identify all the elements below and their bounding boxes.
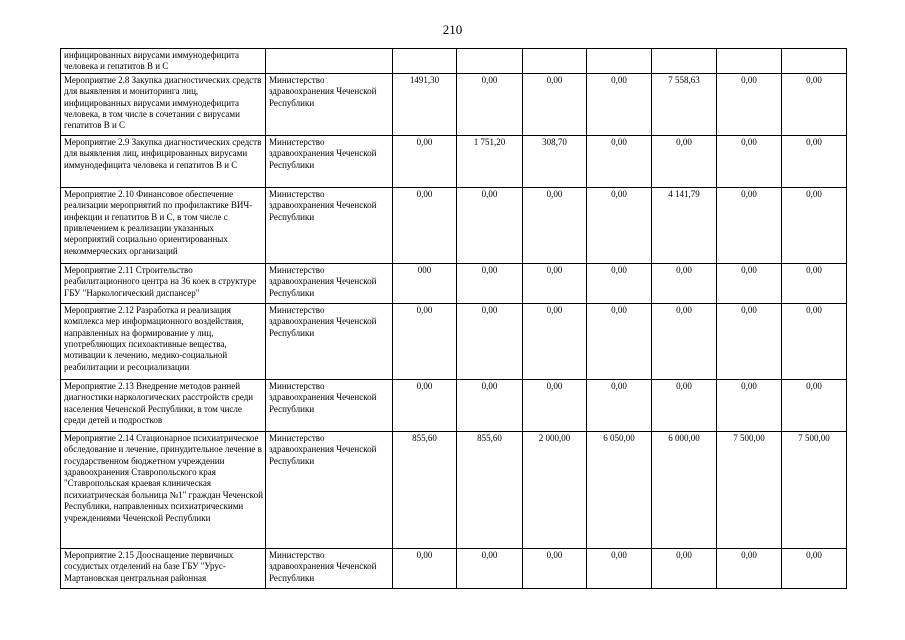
amount-cell: 0,00 [587,303,652,379]
amount-cell: 0,00 [587,548,652,588]
amount-cell: 855,60 [457,431,523,548]
executor-cell: Министерство здравоохранения Чеченской Республики [266,379,393,431]
amount-cell: 0,00 [717,73,782,135]
measure-name-cell: Мероприятие 2.8 Закупка диагностических средств для выявления и мониторинга лиц, инфицированных вирусами иммунодефицита человека, в том числе в сочетании с вирусами гепатитов В и С [61,73,266,135]
measure-name-cell: Мероприятие 2.9 Закупка диагностических средств для выявления лиц, инфицированных вирусами иммунодефицита человека и гепатитов В и С [61,135,266,187]
table-row [61,379,847,431]
executor-cell: Министерство здравоохранения Чеченской Республики [266,303,393,379]
amount-cell: 1491,30 [393,73,457,135]
amount-cell: 0,00 [523,548,587,588]
amount-cell [393,49,457,74]
measure-name-cell: Мероприятие 2.13 Внедрение методов ранней диагностики наркологических расстройств среди населения Чеченской Республики, в том числе среди детей и подростков [61,379,266,431]
amount-cell [717,49,782,74]
table-row [61,187,847,263]
page-number: 210 [442,22,463,37]
amount-cell: 0,00 [782,73,847,135]
table-row [61,303,847,379]
amount-cell: 0,00 [457,187,523,263]
executor-cell: Министерство здравоохранения Чеченской Республики [266,73,393,135]
amount-cell: 0,00 [457,303,523,379]
amount-cell: 0,00 [717,135,782,187]
amount-cell: 1 751,20 [457,135,523,187]
amount-cell [782,49,847,74]
amount-cell: 0,00 [587,379,652,431]
table-row [61,548,847,588]
amount-cell: 0,00 [393,187,457,263]
amount-cell: 0,00 [782,263,847,303]
amount-cell: 0,00 [457,548,523,588]
amount-cell: 0,00 [587,73,652,135]
amount-cell: 0,00 [393,548,457,588]
amount-cell: 0,00 [523,379,587,431]
amount-cell: 0,00 [587,135,652,187]
executor-cell: Министерство здравоохранения Чеченской Республики [266,135,393,187]
amount-cell: 0,00 [457,73,523,135]
table-row [61,431,847,548]
amount-cell [587,49,652,74]
amount-cell: 0,00 [782,548,847,588]
executor-cell: Министерство здравоохранения Чеченской Республики [266,263,393,303]
amount-cell: 0,00 [782,187,847,263]
amount-cell: 7 558,63 [652,73,717,135]
amount-cell: 0,00 [717,379,782,431]
executor-cell: Министерство здравоохранения Чеченской Республики [266,187,393,263]
amount-cell: 855,60 [393,431,457,548]
executor-cell: Министерство здравоохранения Чеченской Республики [266,431,393,548]
amount-cell: 6 050,00 [587,431,652,548]
amount-cell: 000 [393,263,457,303]
amount-cell: 0,00 [717,548,782,588]
measure-name-cell: Мероприятие 2.12 Разработка и реализация комплекса мер информационного воздействия, направленных на формирование у лиц, употребляющих психоактивные вещества, мотивации к лечению, медико-социальной реабилитации и ресоциализации [61,303,266,379]
amount-cell: 4 141,79 [652,187,717,263]
executor-cell [266,49,393,74]
executor-cell: Министерство здравоохранения Чеченской Республики [266,548,393,588]
measure-name-cell: Мероприятие 2.14 Стационарное психиатрическое обследование и лечение, принудительное лечение в государственном бюджетном учреждении здравоохранения Ставропольского края "Ставропольская краевая клиническая психиатрическая больница №1" граждан Чеченской Республики, направленных психиатрическими учреждениями Чеченской Республики [61,431,266,548]
amount-cell: 0,00 [652,263,717,303]
amount-cell: 0,00 [717,303,782,379]
amount-cell: 0,00 [717,187,782,263]
amount-cell: 0,00 [523,73,587,135]
amount-cell: 7 500,00 [717,431,782,548]
measure-name-cell: Мероприятие 2.10 Финансовое обеспечение реализации мероприятий по профилактике ВИЧ-инфекции и гепатитов В и С, в том числе с привлечением к реализации указанных мероприятий социально ориентированных некоммерческих организаций [61,187,266,263]
amount-cell [457,49,523,74]
amount-cell: 0,00 [393,379,457,431]
amount-cell: 0,00 [782,135,847,187]
amount-cell: 0,00 [782,303,847,379]
amount-cell: 0,00 [587,263,652,303]
amount-cell: 2 000,00 [523,431,587,548]
amount-cell [652,49,717,74]
table-row [61,135,847,187]
measure-name-cell: Мероприятие 2.15 Дооснащение первичных сосудистых отделений на базе ГБУ "Урус-Мартановская центральная районная [61,548,266,588]
amount-cell: 0,00 [393,303,457,379]
amount-cell: 308,70 [523,135,587,187]
amount-cell: 0,00 [523,263,587,303]
amount-cell: 0,00 [717,263,782,303]
amount-cell [523,49,587,74]
amount-cell: 7 500,00 [782,431,847,548]
measure-name-cell: Мероприятие 2.11 Строительство реабилитационного центра на 36 коек в структуре ГБУ "Наркологический диспансер" [61,263,266,303]
funding-table [60,48,847,589]
table-row [61,49,847,74]
table-row [61,73,847,135]
amount-cell: 0,00 [652,303,717,379]
amount-cell: 0,00 [457,263,523,303]
amount-cell: 0,00 [523,187,587,263]
amount-cell: 0,00 [652,379,717,431]
amount-cell: 0,00 [652,548,717,588]
amount-cell: 0,00 [457,379,523,431]
amount-cell: 6 000,00 [652,431,717,548]
amount-cell: 0,00 [587,187,652,263]
amount-cell: 0,00 [393,135,457,187]
table-row [61,263,847,303]
measure-name-cell: инфицированных вирусами иммунодефицита человека и гепатитов В и С [61,49,266,74]
amount-cell: 0,00 [652,135,717,187]
amount-cell: 0,00 [782,379,847,431]
amount-cell: 0,00 [523,303,587,379]
